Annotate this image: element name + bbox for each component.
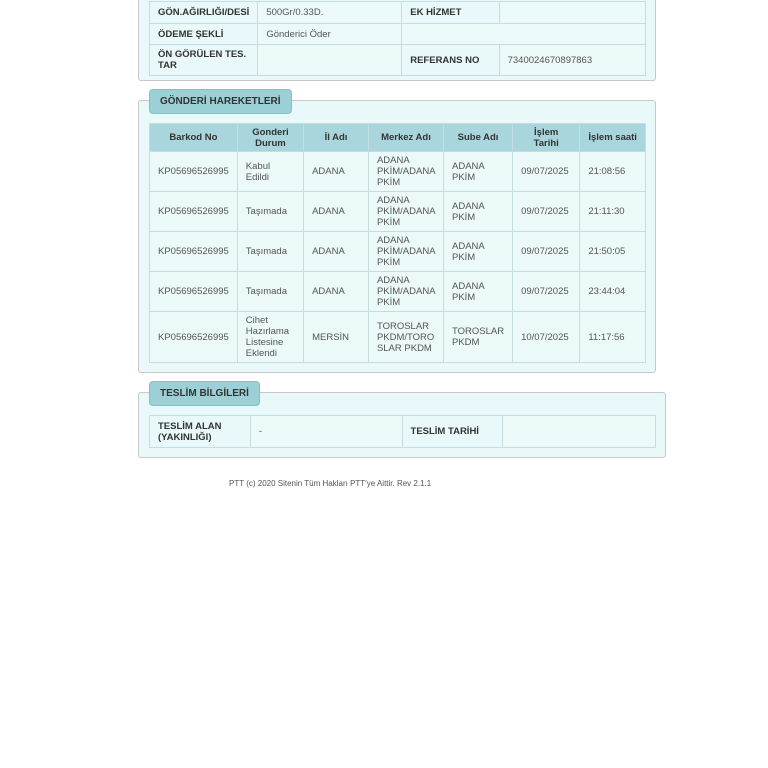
row-province: ADANA [304, 152, 369, 192]
row-time: 21:11:30 [580, 192, 646, 232]
header-barcode: Barkod No [150, 124, 238, 152]
row-center: ADANA PKİM/ADANA PKİM [368, 232, 443, 272]
shipment-summary-panel [138, 0, 656, 81]
delivery-info-panel [138, 388, 666, 458]
row-date: 09/07/2025 [513, 272, 580, 312]
delivery-info-table [149, 415, 656, 448]
payment-filler [402, 24, 646, 45]
shipment-movements-title: GÖNDERİ HAREKETLERİ [149, 89, 292, 114]
row-branch: ADANA PKİM [444, 152, 513, 192]
header-status: Gonderi Durum [237, 124, 303, 152]
row-time: 21:50:05 [580, 232, 646, 272]
reference-no-value: 7340024670897863 [499, 45, 645, 76]
row-time: 21:08:56 [580, 152, 646, 192]
reference-no-label: REFERANS NO [402, 45, 499, 76]
payment-value: Gönderici Öder [258, 24, 402, 45]
table-row [150, 272, 646, 312]
row-province: ADANA [304, 232, 369, 272]
row-center: ADANA PKİM/ADANA PKİM [368, 152, 443, 192]
weight-value: 500Gr/0.33D. [258, 2, 402, 24]
movements-table [149, 123, 646, 363]
shipment-movements-panel [138, 96, 656, 373]
estimated-date-label: ÖN GÖRÜLEN TES. TAR [150, 45, 258, 76]
row-time: 23:44:04 [580, 272, 646, 312]
weight-label: GÖN.AĞIRLIĞI/DESİ [150, 2, 258, 24]
table-row [150, 152, 646, 192]
row-status: Taşımada [237, 272, 303, 312]
delivery-date-label: TESLİM TARİHİ [402, 416, 503, 448]
row-center: TOROSLAR PKDM/TOROSLAR PKDM [368, 312, 443, 363]
row-status: Kabul Edildi [237, 152, 303, 192]
table-row [150, 232, 646, 272]
row-center: ADANA PKİM/ADANA PKİM [368, 272, 443, 312]
header-center: Merkez Adı [368, 124, 443, 152]
header-time: İşlem saati [580, 124, 646, 152]
delivery-date-value [503, 416, 656, 448]
header-date: İşlem Tarihi [513, 124, 580, 152]
estimated-date-value [258, 45, 402, 76]
row-barcode: KP05696526995 [150, 272, 238, 312]
row-date: 09/07/2025 [513, 232, 580, 272]
row-province: ADANA [304, 272, 369, 312]
movements-header-row [150, 124, 646, 152]
row-date: 10/07/2025 [513, 312, 580, 363]
row-branch: TOROSLAR PKDM [444, 312, 513, 363]
delivery-info-title: TESLİM BİLGİLERİ [149, 381, 260, 406]
row-branch: ADANA PKİM [444, 272, 513, 312]
extra-service-label: EK HİZMET [402, 2, 499, 24]
row-barcode: KP05696526995 [150, 152, 238, 192]
payment-label: ÖDEME ŞEKLİ [150, 24, 258, 45]
table-row [150, 192, 646, 232]
row-branch: ADANA PKİM [444, 192, 513, 232]
row-status: Cihet Hazırlama Listesine Eklendi [237, 312, 303, 363]
row-date: 09/07/2025 [513, 152, 580, 192]
header-branch: Sube Adı [444, 124, 513, 152]
row-center: ADANA PKİM/ADANA PKİM [368, 192, 443, 232]
receiver-label: TESLİM ALAN (YAKINLIĞI) [150, 416, 251, 448]
row-date: 09/07/2025 [513, 192, 580, 232]
header-province: İl Adı [304, 124, 369, 152]
receiver-value: - [250, 416, 402, 448]
row-time: 11:17:56 [580, 312, 646, 363]
row-status: Taşımada [237, 232, 303, 272]
row-barcode: KP05696526995 [150, 192, 238, 232]
row-province: ADANA [304, 192, 369, 232]
row-province: MERSİN [304, 312, 369, 363]
shipment-summary-table [149, 1, 646, 76]
row-branch: ADANA PKİM [444, 232, 513, 272]
row-barcode: KP05696526995 [150, 312, 238, 363]
row-status: Taşımada [237, 192, 303, 232]
table-row [150, 312, 646, 363]
copyright-footer: PTT (c) 2020 Sitenin Tüm Hakları PTT'ye Aittir. Rev 2.1.1 [229, 479, 432, 488]
extra-service-value [499, 2, 645, 24]
row-barcode: KP05696526995 [150, 232, 238, 272]
